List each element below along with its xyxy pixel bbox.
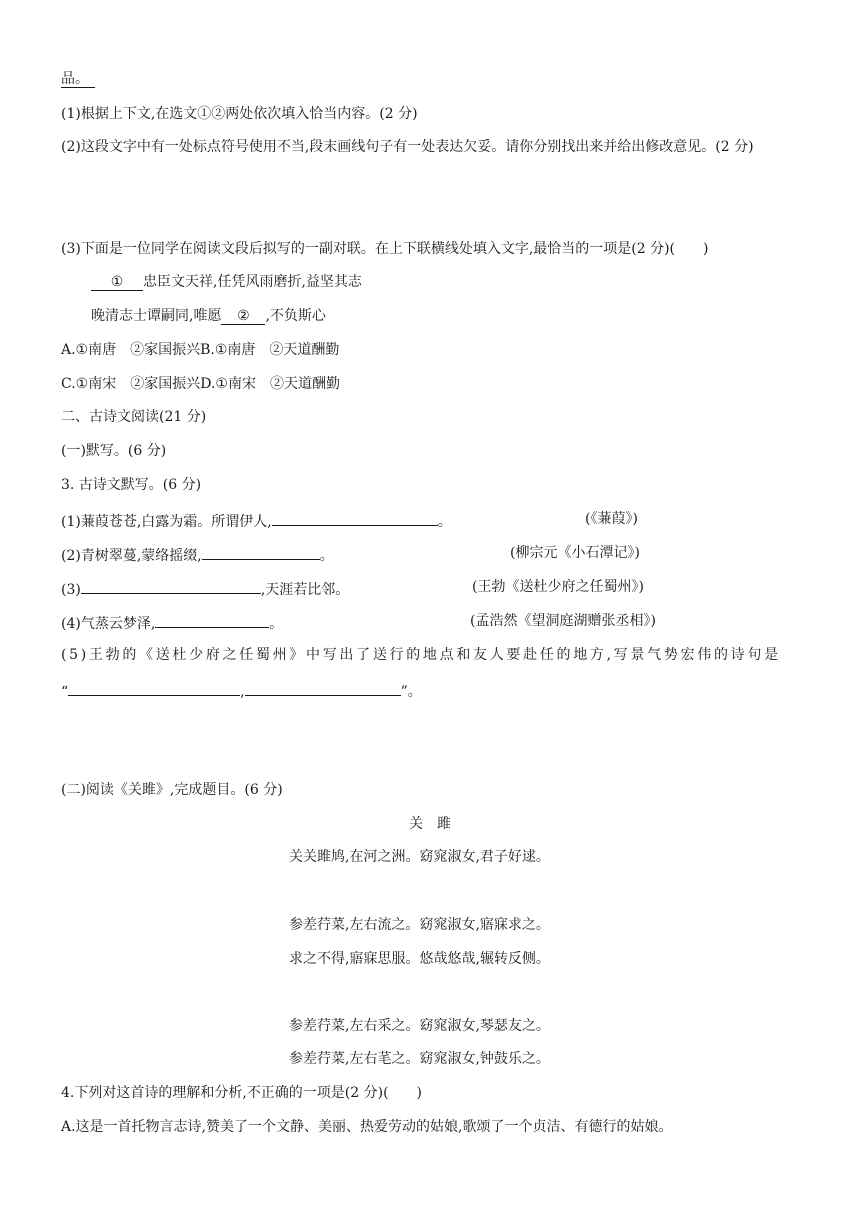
top-fragment: 品。 [61,70,95,88]
q3-item2-source: (柳宗元《小石潭记》) [510,545,640,561]
q2-options-row2: C.①南宋 ②家国振兴D.①南宋 ②天道酬勤 [61,376,340,392]
couplet-lower-prefix: 晚清志士谭嗣同,唯愿 [91,308,222,324]
poem-line: 求之不得,寤寐思服。悠哉悠哉,辗转反侧。 [289,951,550,967]
couplet-lower-suffix: ,不负斯心 [265,308,326,324]
q2-sub1: (1)根据上下文,在选文①②两处依次填入恰当内容。(2 分) [61,106,418,122]
q3-item4: (4)气蒸云梦泽, 。 [61,612,283,633]
poem-line: 关关雎鸠,在河之洲。窈窕淑女,君子好逑。 [289,849,550,865]
q2-sub2: (2)这段文字中有一处标点符号使用不当,段末画线句子有一处表达欠妥。请你分别找出来并给出修改意见。(2 分) [61,139,754,155]
section2-title: 二、古诗文阅读(21 分) [61,409,207,425]
poem-line: 参差荇菜,左右芼之。窈窕淑女,钟鼓乐之。 [289,1051,550,1067]
couplet-upper-text: 忠臣文天祥,任凭风雨磨折,益坚其志 [143,274,362,290]
q3-blank-5b[interactable] [245,680,401,696]
q3-blank-3[interactable] [81,578,261,594]
q3-item3: (3) ,天涯若比邻。 [61,578,349,599]
q2-options-row1: A.①南唐 ②家国振兴B.①南唐 ②天道酬勤 [61,342,340,358]
poem-line: 参差荇菜,左右采之。窈窕淑女,琴瑟友之。 [289,1018,550,1034]
couplet-blank-1[interactable]: ① [91,274,143,291]
q3-blank-5a[interactable] [68,680,240,696]
couplet-lower [91,307,326,325]
q3-item2: (2)青树翠蔓,蒙络摇缀, 。 [61,544,334,565]
q3-item5-answer: “ , ”。 [61,680,422,701]
couplet-upper [91,273,362,291]
q4-option-a: A.这是一首托物言志诗,赞美了一个文静、美丽、热爱劳动的姑娘,歌颂了一个贞洁、有德行的姑娘。 [61,1119,673,1135]
q2-sub3: (3)下面是一位同学在阅读文段后拟写的一副对联。在上下联横线处填入文字,最恰当的一项是(2 分)( ) [61,241,709,257]
q4-title: 4.下列对这首诗的理解和分析,不正确的一项是(2 分)( ) [61,1085,423,1101]
q3-item5: (5)王勃的《送杜少府之任蜀州》中写出了送行的地点和友人要赴任的地方,写景气势宏伟的诗句是 [61,647,781,663]
q3-item3-source: (王勃《送杜少府之任蜀州》) [472,579,644,595]
q3-item1-source: (《蒹葭》) [585,511,638,527]
q3-title: 3. 古诗文默写。(6 分) [61,477,202,493]
part2-title: (二)阅读《关雎》,完成题目。(6 分) [61,782,283,798]
q3-blank-2[interactable] [202,544,320,560]
couplet-blank-2[interactable]: ② [221,308,265,325]
q3-item4-source: (孟浩然《望洞庭湖赠张丞相》) [470,613,656,629]
q3-item1: (1)蒹葭苍苍,白露为霜。所谓伊人, 。 [61,510,452,531]
q3-blank-1[interactable] [272,510,438,526]
part1-title: (一)默写。(6 分) [61,443,167,459]
poem-title: 关 雎 [409,816,451,832]
poem-line: 参差荇菜,左右流之。窈窕淑女,寤寐求之。 [289,917,550,933]
q3-blank-4[interactable] [155,612,269,628]
